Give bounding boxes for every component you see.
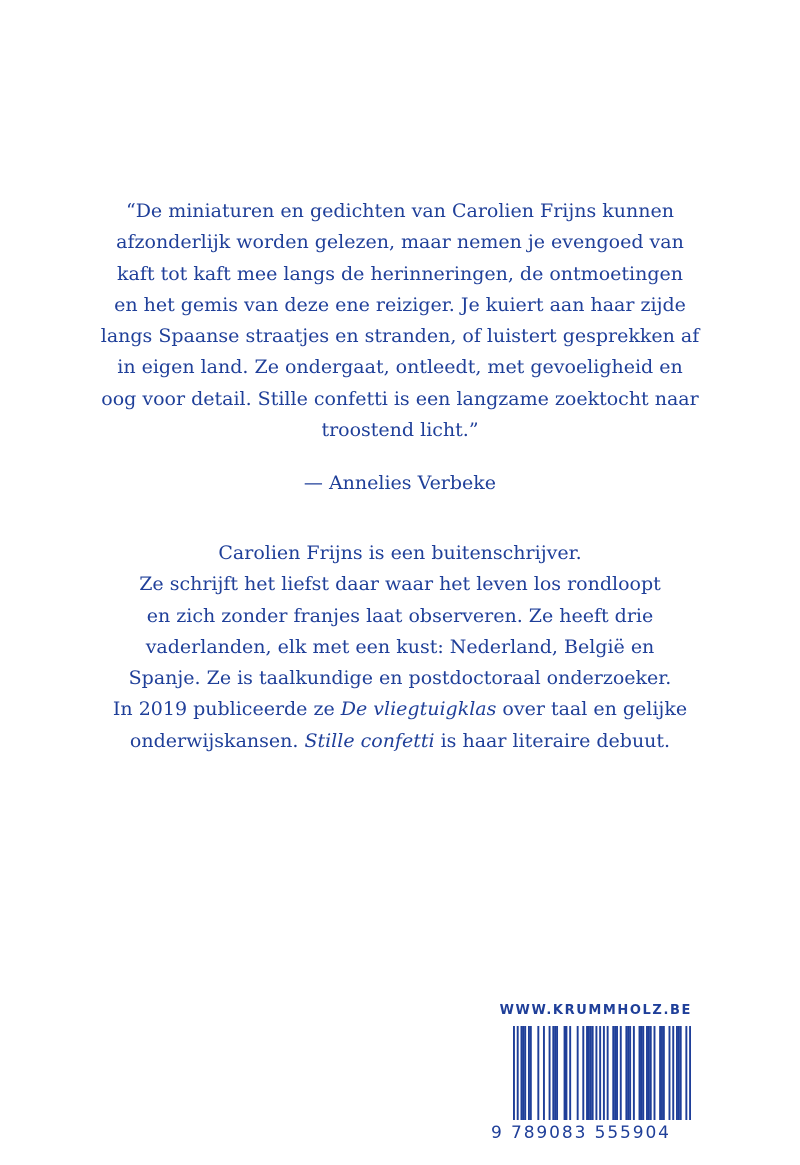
- barcode-bar: [639, 1026, 641, 1124]
- barcode-bar: [524, 1026, 526, 1124]
- barcode-bar: [595, 1026, 597, 1124]
- barcode-bar: [661, 1026, 663, 1124]
- barcode-bar: [669, 1026, 671, 1124]
- barcode-bar: [522, 1026, 524, 1124]
- barcode-bar: [607, 1026, 609, 1124]
- quote-line: oog voor detail. Stille confetti is een langzame zoektocht naar: [101, 387, 699, 410]
- bio-line: [100, 726, 700, 757]
- barcode-bar: [663, 1026, 665, 1124]
- bio-line: [100, 694, 700, 725]
- barcode-bar: [614, 1026, 616, 1124]
- isbn-digits: 789083 555904: [511, 1120, 691, 1146]
- quote-line: troostend licht.”: [321, 419, 479, 442]
- barcode-bar: [629, 1026, 631, 1124]
- barcode-bar: [565, 1026, 567, 1124]
- quote-block: [100, 196, 700, 446]
- barcode-bar: [592, 1026, 594, 1124]
- barcode-bar: [620, 1026, 622, 1124]
- barcode-bar: [590, 1026, 592, 1124]
- barcode-bar: [552, 1026, 554, 1124]
- barcode-bar: [569, 1026, 571, 1124]
- barcode-bar: [577, 1026, 579, 1124]
- barcode-bar: [648, 1026, 650, 1124]
- barcode-bar: [564, 1026, 566, 1124]
- isbn-number: [491, 1120, 691, 1146]
- barcode-bar: [556, 1026, 558, 1124]
- isbn-first-digit: 9: [491, 1120, 504, 1146]
- barcode-bar: [680, 1026, 682, 1124]
- barcode-bar: [678, 1026, 680, 1124]
- barcode-bar: [586, 1026, 588, 1124]
- barcode-bar: [625, 1026, 627, 1124]
- quote-line: in eigen land. Ze ondergaat, ontleedt, met gevoeligheid en: [117, 356, 683, 379]
- bio-line: vaderlanden, elk met een kust: Nederland, België en: [145, 635, 655, 658]
- barcode-bar: [642, 1026, 644, 1124]
- barcode-bar: [554, 1026, 556, 1124]
- quote-attribution: — Annelies Verbeke: [303, 472, 497, 494]
- barcode-bar: [672, 1026, 674, 1124]
- quote-line: kaft tot kaft mee langs de herinneringen, de ontmoetingen: [117, 262, 683, 285]
- barcode-bar: [588, 1026, 590, 1124]
- barcode-bar: [549, 1026, 551, 1124]
- barcode-bar: [627, 1026, 629, 1124]
- barcode-bar: [616, 1026, 618, 1124]
- barcode-bar: [543, 1026, 545, 1124]
- bio-text: is haar literaire debuut.: [434, 729, 671, 752]
- bio-line: Ze schrijft het liefst daar waar het leven los rondloopt: [139, 573, 661, 596]
- bio-line: Carolien Frijns is een buitenschrijver.: [218, 542, 582, 564]
- barcode-bar: [582, 1026, 584, 1124]
- bio-text: over taal en gelijke: [496, 698, 688, 721]
- publisher-url: WWW.KRUMMHOLZ.BE: [499, 1003, 692, 1018]
- book-title-vliegtuigklas: De vliegtuigklas: [340, 698, 497, 721]
- isbn-barcode: [491, 1026, 691, 1146]
- barcode-bar: [659, 1026, 661, 1124]
- barcode-bar: [646, 1026, 648, 1124]
- barcode-bar: [520, 1026, 522, 1124]
- author-bio: [100, 538, 700, 757]
- bio-text: onderwijskansen.: [129, 729, 305, 752]
- bio-text: In 2019 publiceerde ze: [112, 698, 341, 721]
- barcode-bar: [537, 1026, 539, 1124]
- barcode-bar: [530, 1026, 532, 1124]
- quote-line: afzonderlijk worden gelezen, maar nemen je evengoed van: [116, 231, 684, 254]
- barcode-bar: [528, 1026, 530, 1124]
- barcode-bar: [654, 1026, 656, 1124]
- bio-line: en zich zonder franjes laat observeren. Ze heeft drie: [146, 604, 654, 627]
- barcode-bar: [640, 1026, 642, 1124]
- book-title-stille-confetti: Stille confetti: [304, 729, 435, 752]
- barcode-bar: [650, 1026, 652, 1124]
- barcode-bar: [612, 1026, 614, 1124]
- quote-line: en het gemis van deze ene reiziger. Je kuiert aan haar zijde: [114, 293, 686, 316]
- barcode-bar: [633, 1026, 635, 1124]
- barcode-bar: [676, 1026, 678, 1124]
- quote-line: langs Spaanse straatjes en stranden, of luistert gesprekken af: [100, 325, 700, 348]
- quote-line: “De miniaturen en gedichten van Carolien Frijns kunnen: [125, 200, 674, 222]
- bio-line: Spanje. Ze is taalkundige en postdoctoraal onderzoeker.: [128, 667, 672, 690]
